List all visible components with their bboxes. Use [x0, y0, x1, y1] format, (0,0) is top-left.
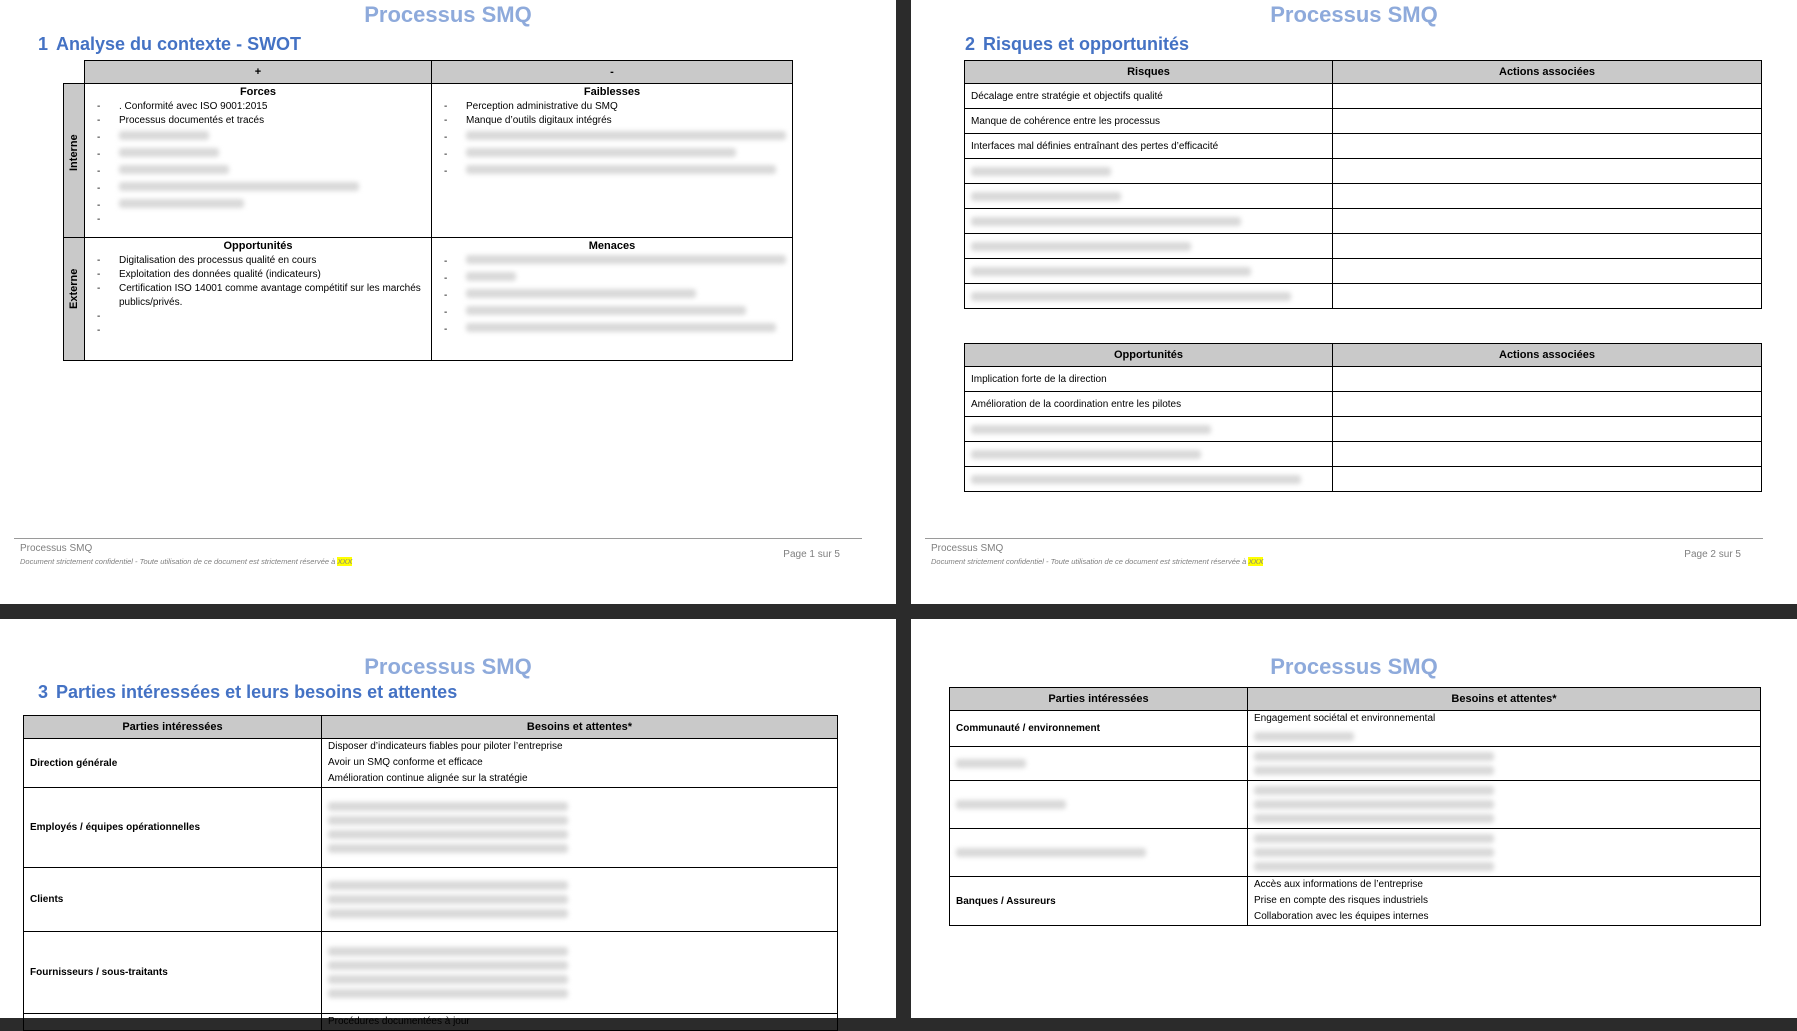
needs-cell[interactable] [1248, 711, 1761, 747]
list-item-redacted [444, 148, 786, 162]
needs-cell[interactable] [322, 868, 838, 932]
need-line: Engagement sociétal et environnemental [1254, 713, 1436, 724]
risk-cell: Manque de cohérence entre les processus [965, 109, 1333, 134]
party-name: Fournisseurs / sous-traitants [24, 932, 322, 1014]
footer-doc-name: Processus SMQ [931, 543, 1004, 554]
table-row [965, 134, 1762, 159]
needs-cell[interactable] [322, 788, 838, 868]
section-heading-3 [38, 682, 457, 703]
section-title: Parties intéressées et leurs besoins et attentes [56, 682, 458, 702]
table-row [950, 711, 1761, 747]
footer-divider [925, 538, 1763, 539]
list-item-redacted [97, 148, 425, 162]
list-item: - Certification ISO 14001 comme avantage compétitif sur les marchés publics/privés. [97, 282, 425, 310]
table-row [950, 877, 1761, 926]
document-title: Processus SMQ [1270, 2, 1438, 27]
parties-table [23, 715, 838, 1031]
parties-header: Parties intéressées [950, 688, 1248, 711]
swot-side-externe: Externe [64, 238, 85, 361]
actions-header: Actions associées [1333, 344, 1762, 367]
need-line: Collaboration avec les équipes internes [1254, 911, 1429, 922]
table-row-redacted [950, 747, 1761, 781]
section-title: Risques et opportunités [983, 34, 1190, 54]
party-name: Banques / Assureurs [950, 877, 1248, 926]
section-number: 1 [38, 34, 49, 54]
list-item-redacted [444, 255, 786, 269]
table-row-redacted [965, 259, 1762, 284]
action-cell[interactable] [1333, 159, 1762, 184]
needs-cell[interactable] [322, 932, 838, 1014]
list-item-redacted [97, 165, 425, 179]
document-title: Processus SMQ [364, 654, 532, 679]
table-row [24, 788, 838, 868]
action-cell[interactable] [1333, 209, 1762, 234]
section-title: Analyse du contexte - SWOT [56, 34, 302, 54]
need-line: Procédures documentées à jour [328, 1016, 470, 1027]
list-item-redacted [97, 182, 425, 196]
action-cell[interactable] [1333, 284, 1762, 309]
table-row-redacted [965, 234, 1762, 259]
table-row [24, 739, 838, 788]
needs-cell[interactable] [1248, 877, 1761, 926]
risk-cell: Décalage entre stratégie et objectifs qualité [965, 84, 1333, 109]
action-cell[interactable] [1333, 84, 1762, 109]
list-item: - Processus documentés et tracés [97, 114, 425, 128]
parties-header: Parties intéressées [24, 716, 322, 739]
action-cell[interactable] [1333, 109, 1762, 134]
list-item-redacted [444, 131, 786, 145]
needs-cell[interactable] [1248, 747, 1761, 781]
footer-highlight: XXX [337, 557, 353, 566]
footer-highlight: XXX [1248, 557, 1264, 566]
swot-faiblesses-cell[interactable] [432, 84, 793, 238]
action-cell[interactable] [1333, 259, 1762, 284]
table-row [965, 392, 1762, 417]
footer-doc-name: Processus SMQ [20, 543, 93, 554]
list-item: - Exploitation des données qualité (indicateurs) [97, 268, 425, 282]
swot-table [63, 60, 793, 361]
action-cell[interactable] [1333, 134, 1762, 159]
swot-opportunites-cell[interactable] [85, 238, 432, 361]
action-cell[interactable] [1333, 467, 1762, 492]
need-line: Prise en compte des risques industriels [1254, 895, 1428, 906]
needs-cell[interactable] [322, 1014, 838, 1031]
need-line: Disposer d’indicateurs fiables pour piloter l’entreprise [328, 741, 563, 752]
opportunites-list [97, 254, 425, 338]
table-row-redacted [965, 442, 1762, 467]
list-item-redacted [97, 199, 425, 213]
parties-table [949, 687, 1761, 926]
forces-list [97, 100, 425, 227]
needs-cell[interactable] [322, 739, 838, 788]
table-row-redacted [950, 781, 1761, 829]
swot-menaces-cell[interactable] [432, 238, 793, 361]
list-item-redacted [444, 272, 786, 286]
table-row-redacted [965, 159, 1762, 184]
list-item: - Digitalisation des processus qualité en cours [97, 254, 425, 268]
party-name: Direction générale [24, 739, 322, 788]
list-item-redacted [444, 165, 786, 179]
table-row-redacted [965, 209, 1762, 234]
page-4 [911, 619, 1797, 1018]
actions-header: Actions associées [1333, 61, 1762, 84]
list-item: - Manque d’outils digitaux intégrés [444, 114, 786, 128]
footer-page-number: Page 1 sur 5 [783, 549, 840, 560]
needs-header: Besoins et attentes* [322, 716, 838, 739]
page-2 [911, 0, 1797, 604]
need-line: Amélioration continue alignée sur la stratégie [328, 773, 528, 784]
list-item-empty [97, 324, 425, 338]
list-item-empty [97, 310, 425, 324]
section-number: 3 [38, 682, 49, 702]
swot-forces-cell[interactable] [85, 84, 432, 238]
menaces-list [444, 255, 786, 337]
risks-header: Risques [965, 61, 1333, 84]
list-item-redacted [444, 323, 786, 337]
opportunities-header: Opportunités [965, 344, 1333, 367]
need-line: Avoir un SMQ conforme et efficace [328, 757, 483, 768]
menaces-heading: Menaces [588, 240, 636, 252]
list-item-redacted [444, 306, 786, 320]
action-cell[interactable] [1333, 184, 1762, 209]
footer-divider [14, 538, 862, 539]
party-name: Communauté / environnement [950, 711, 1248, 747]
list-item-empty [97, 213, 425, 227]
list-item-redacted [444, 289, 786, 303]
table-row [24, 932, 838, 1014]
table-row [24, 868, 838, 932]
page-1 [0, 0, 896, 604]
footer-page-number: Page 2 sur 5 [1684, 549, 1741, 560]
footer-confidential: Document strictement confidentiel - Toute utilisation de ce document est strictement réservée à XXX [20, 557, 353, 566]
opportunity-cell: Implication forte de la direction [965, 367, 1333, 392]
opportunity-cell: Amélioration de la coordination entre les pilotes [965, 392, 1333, 417]
table-row-redacted [965, 417, 1762, 442]
document-title: Processus SMQ [1270, 654, 1438, 679]
risk-cell: Interfaces mal définies entraînant des pertes d’efficacité [965, 134, 1333, 159]
table-row-redacted [950, 829, 1761, 877]
action-cell[interactable] [1333, 367, 1762, 392]
swot-corner [64, 61, 85, 84]
table-row [965, 367, 1762, 392]
needs-header: Besoins et attentes* [1248, 688, 1761, 711]
opportunities-table [964, 343, 1762, 492]
forces-heading: Forces [239, 86, 277, 98]
list-item: - . Conformité avec ISO 9001:2015 [97, 100, 425, 114]
action-cell[interactable] [1333, 234, 1762, 259]
page-3 [0, 619, 896, 1027]
section-heading-1 [38, 34, 301, 55]
party-name: Employés / équipes opérationnelles [24, 788, 322, 868]
table-row [965, 109, 1762, 134]
opportunites-heading: Opportunités [223, 240, 293, 252]
table-row [965, 84, 1762, 109]
action-cell[interactable] [1333, 417, 1762, 442]
section-number: 2 [965, 34, 976, 54]
action-cell[interactable] [1333, 392, 1762, 417]
document-title: Processus SMQ [364, 2, 532, 27]
party-name: Clients [24, 868, 322, 932]
table-row-redacted [965, 467, 1762, 492]
need-line: Accès aux informations de l’entreprise [1254, 879, 1423, 890]
needs-cell[interactable] [1248, 829, 1761, 877]
list-item-redacted [97, 131, 425, 145]
table-row [24, 1014, 838, 1031]
list-item: - Perception administrative du SMQ [444, 100, 786, 114]
swot-header-minus: - [432, 61, 793, 84]
faiblesses-heading: Faiblesses [583, 86, 641, 98]
table-row-redacted [965, 284, 1762, 309]
swot-header-plus: + [85, 61, 432, 84]
action-cell[interactable] [1333, 442, 1762, 467]
footer-confidential: Document strictement confidentiel - Toute utilisation de ce document est strictement réservée à XXX [931, 557, 1264, 566]
section-heading-2 [965, 34, 1189, 55]
table-row-redacted [965, 184, 1762, 209]
faiblesses-list [444, 100, 786, 179]
risks-table [964, 60, 1762, 309]
needs-cell[interactable] [1248, 781, 1761, 829]
swot-side-interne: Interne [64, 84, 85, 238]
